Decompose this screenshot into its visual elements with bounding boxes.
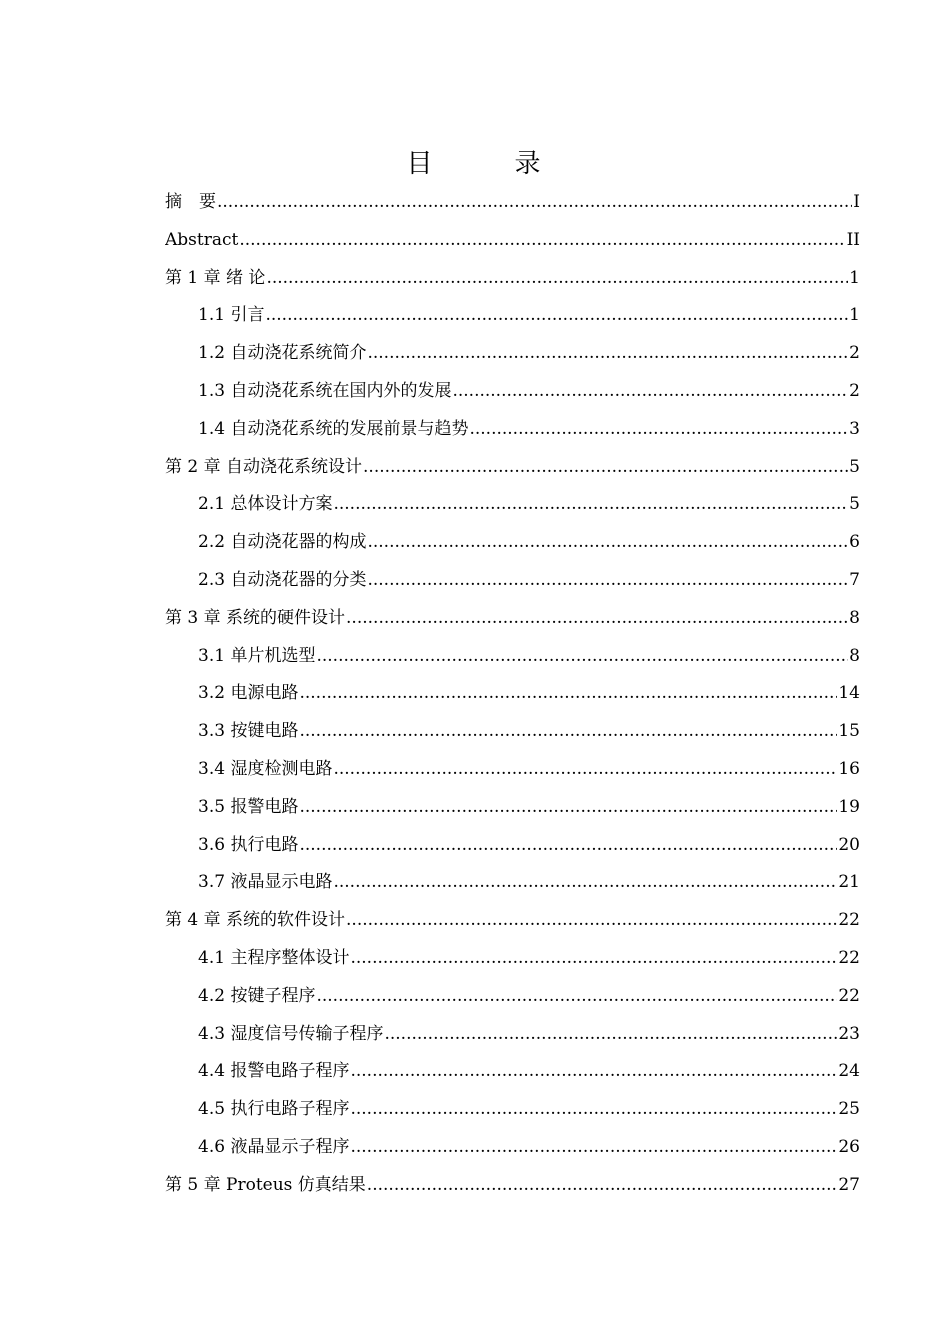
toc-entry[interactable]	[165, 184, 860, 222]
toc-entry[interactable]	[165, 373, 860, 411]
toc-entry-label: 第 5 章 Proteus 仿真结果	[165, 1174, 366, 1195]
toc-entry-page-number: 25	[838, 1099, 860, 1120]
toc-entry[interactable]	[165, 638, 860, 676]
toc-dot-leader	[299, 789, 837, 827]
toc-entry-label: 4.3 湿度信号传输子程序	[198, 1023, 384, 1044]
toc-dot-leader	[363, 449, 848, 487]
toc-entry[interactable]	[165, 335, 860, 373]
toc-entry[interactable]	[165, 524, 860, 562]
toc-entry-page-number: 23	[838, 1023, 860, 1044]
toc-dot-leader	[469, 411, 848, 449]
toc-entry[interactable]	[165, 411, 860, 449]
toc-entry-page-number: 20	[838, 834, 860, 855]
toc-dot-leader	[265, 297, 848, 335]
toc-entry-page-number: 5	[849, 494, 860, 515]
toc-entry-label: 3.5 报警电路	[198, 796, 299, 817]
toc-entry-label: 第 3 章 系统的硬件设计	[165, 607, 346, 628]
toc-entry[interactable]	[165, 827, 860, 865]
toc-entry[interactable]	[165, 1016, 860, 1054]
toc-entry[interactable]	[165, 562, 860, 600]
toc-entry-page-number: 16	[838, 758, 860, 779]
toc-entry[interactable]	[165, 789, 860, 827]
toc-entry-page-number: 15	[838, 721, 860, 742]
toc-dot-leader	[217, 184, 852, 222]
toc-dot-leader	[350, 940, 837, 978]
toc-entry-page-number: 2	[849, 380, 860, 401]
toc-entry-label: 4.5 执行电路子程序	[198, 1099, 350, 1120]
toc-entry-page-number: 6	[849, 532, 860, 553]
toc-entry-label: 第 4 章 系统的软件设计	[165, 910, 346, 931]
toc-dot-leader	[367, 562, 848, 600]
toc-entry-page-number: 22	[838, 985, 860, 1006]
toc-entry-page-number: 22	[838, 910, 860, 931]
toc-entry[interactable]	[165, 486, 860, 524]
toc-entry-label: 1.4 自动浇花系统的发展前景与趋势	[198, 418, 469, 439]
toc-entry[interactable]	[165, 449, 860, 487]
toc-entry-page-number: 1	[849, 305, 860, 326]
toc-dot-leader	[333, 751, 837, 789]
toc-entry[interactable]	[165, 675, 860, 713]
toc-entry-label: 3.6 执行电路	[198, 834, 299, 855]
toc-entry-page-number: 5	[849, 456, 860, 477]
toc-dot-leader	[350, 1091, 837, 1129]
toc-entry-label: 1.2 自动浇花系统简介	[198, 343, 367, 364]
toc-entry-label: 摘 要	[165, 192, 216, 212]
toc-dot-leader	[266, 260, 848, 298]
toc-list	[165, 184, 860, 1205]
toc-entry[interactable]	[165, 940, 860, 978]
toc-entry-page-number: 24	[838, 1061, 860, 1082]
toc-entry-page-number: 27	[838, 1174, 860, 1195]
toc-dot-leader	[384, 1016, 837, 1054]
toc-entry-page-number: 21	[838, 872, 860, 893]
toc-dot-leader	[333, 486, 848, 524]
toc-entry-label: 第 2 章 自动浇花系统设计	[165, 456, 363, 477]
toc-entry[interactable]	[165, 1129, 860, 1167]
toc-entry-label: 2.3 自动浇花器的分类	[198, 569, 367, 590]
toc-entry-label: 3.3 按键电路	[198, 721, 299, 742]
toc-dot-leader	[367, 1167, 838, 1205]
toc-dot-leader	[367, 524, 848, 562]
toc-dot-leader	[299, 713, 837, 751]
toc-entry-page-number: 8	[849, 607, 860, 628]
toc-entry[interactable]	[165, 751, 860, 789]
toc-entry[interactable]	[165, 297, 860, 335]
toc-entry[interactable]	[165, 1053, 860, 1091]
toc-entry-label: 4.1 主程序整体设计	[198, 947, 350, 968]
toc-dot-leader	[346, 902, 837, 940]
toc-entry-label: 2.2 自动浇花器的构成	[198, 532, 367, 553]
toc-entry-label: 4.6 液晶显示子程序	[198, 1136, 350, 1157]
toc-dot-leader	[333, 864, 837, 902]
toc-entry-page-number: II	[846, 229, 860, 250]
toc-entry-label: 1.3 自动浇花系统在国内外的发展	[198, 380, 452, 401]
toc-entry[interactable]	[165, 1167, 860, 1205]
toc-entry-label: 2.1 总体设计方案	[198, 494, 333, 515]
toc-entry-label: 3.7 液晶显示电路	[198, 872, 333, 893]
toc-dot-leader	[346, 600, 848, 638]
toc-entry-label: 3.4 湿度检测电路	[198, 758, 333, 779]
toc-entry-page-number: 7	[849, 569, 860, 590]
toc-entry-label: Abstract	[165, 229, 239, 250]
toc-entry-label: 3.1 单片机选型	[198, 645, 316, 666]
toc-entry-page-number: 19	[838, 796, 860, 817]
toc-entry-page-number: 26	[838, 1136, 860, 1157]
toc-dot-leader	[452, 373, 848, 411]
toc-dot-leader	[316, 978, 837, 1016]
toc-dot-leader	[316, 638, 848, 676]
toc-entry[interactable]	[165, 222, 860, 260]
toc-entry-label: 3.2 电源电路	[198, 683, 299, 704]
toc-entry-page-number: 2	[849, 343, 860, 364]
toc-dot-leader	[299, 675, 837, 713]
toc-dot-leader	[350, 1053, 837, 1091]
toc-entry-page-number: 1	[849, 267, 860, 288]
toc-entry-label: 4.2 按键子程序	[198, 985, 316, 1006]
toc-entry[interactable]	[165, 902, 860, 940]
toc-entry-page-number: 14	[838, 683, 860, 704]
toc-entry[interactable]	[165, 978, 860, 1016]
toc-entry[interactable]	[165, 1091, 860, 1129]
toc-entry[interactable]	[165, 260, 860, 298]
toc-entry[interactable]	[165, 713, 860, 751]
toc-entry-page-number: I	[853, 192, 860, 212]
toc-dot-leader	[239, 222, 845, 260]
toc-entry-page-number: 3	[849, 418, 860, 439]
toc-entry-label: 第 1 章 绪 论	[165, 267, 266, 288]
toc-dot-leader	[350, 1129, 837, 1167]
toc-title: 目 录	[406, 149, 569, 179]
toc-entry-label: 1.1 引言	[198, 305, 265, 326]
toc-entry[interactable]	[165, 600, 860, 638]
toc-entry[interactable]	[165, 864, 860, 902]
toc-dot-leader	[367, 335, 848, 373]
toc-entry-page-number: 8	[849, 645, 860, 666]
toc-dot-leader	[299, 827, 837, 865]
toc-entry-page-number: 22	[838, 947, 860, 968]
toc-entry-label: 4.4 报警电路子程序	[198, 1061, 350, 1082]
